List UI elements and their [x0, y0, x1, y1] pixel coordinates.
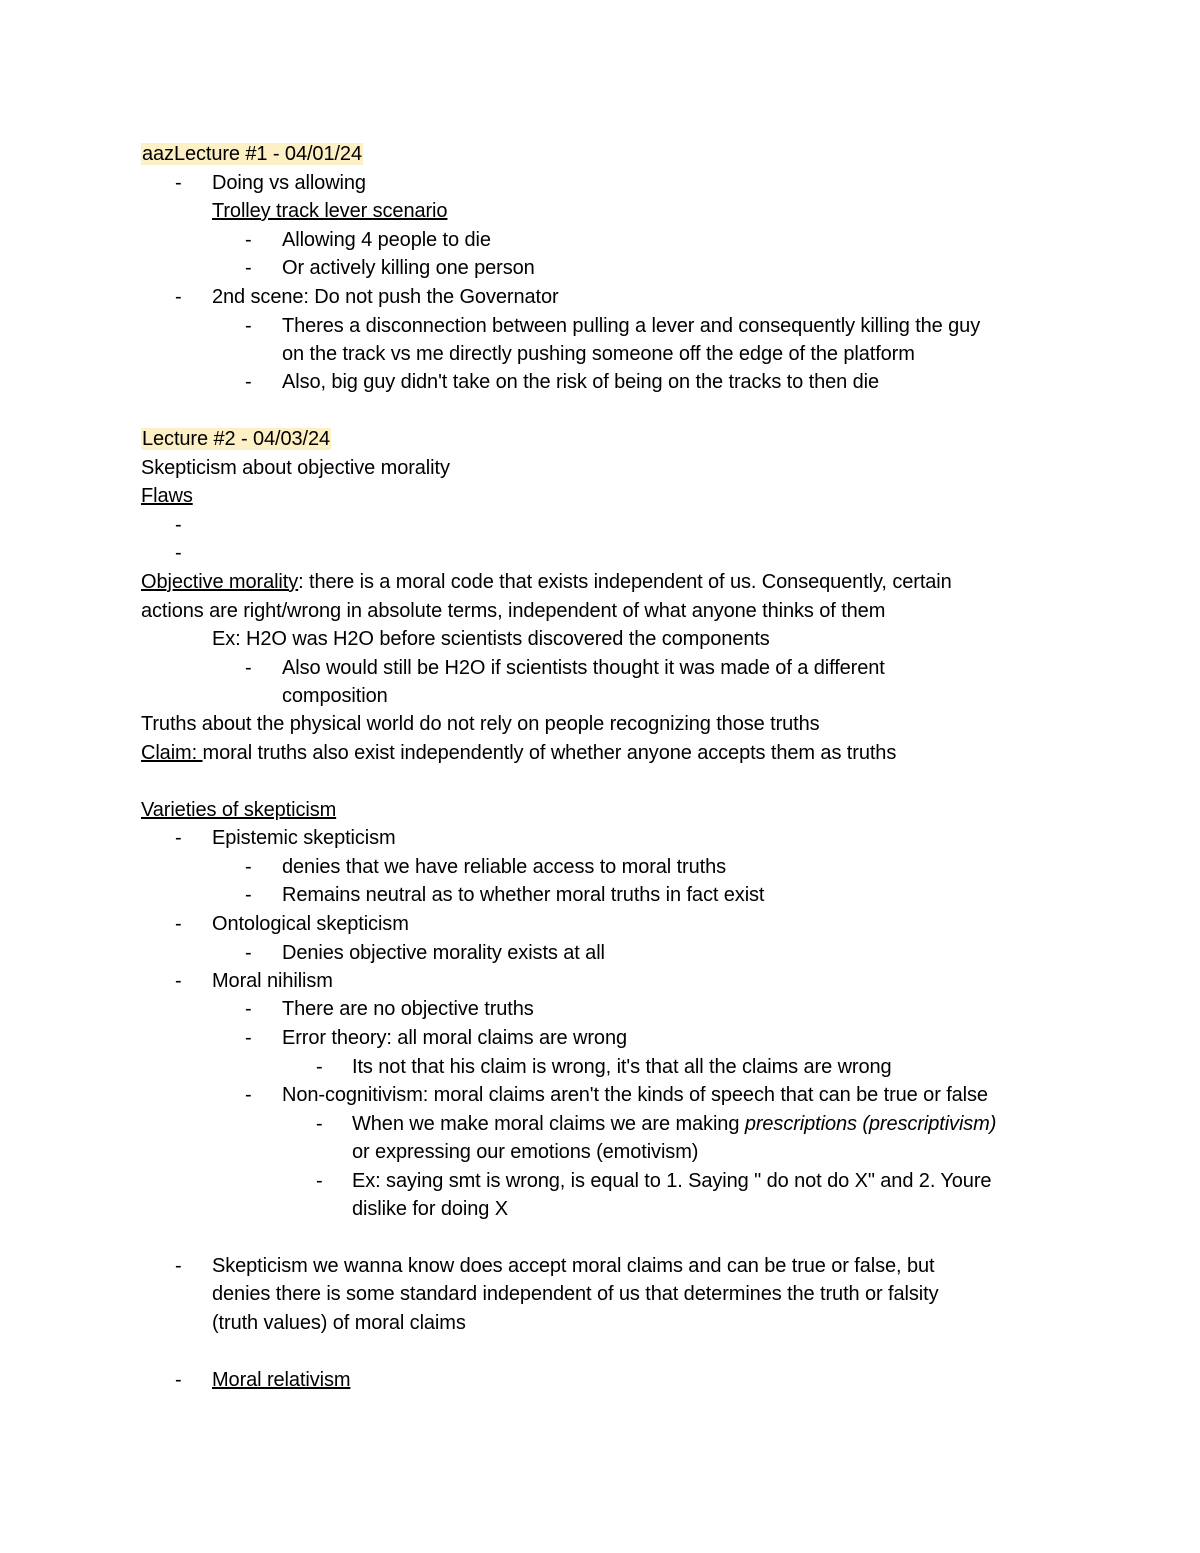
list-item: Remains neutral as to whether moral truths in fact exist: [282, 884, 765, 906]
list-item: Ex: saying smt is wrong, is equal to 1. Saying " do not do X" and 2. Youre: [352, 1170, 992, 1192]
list-item: Moral nihilism: [212, 970, 333, 992]
bullet: -: [245, 1027, 252, 1049]
objective-morality-term: Objective morality: [141, 571, 299, 593]
example-line: Ex: H2O was H2O before scientists discovered the components: [212, 628, 770, 650]
list-item: Doing vs allowing: [212, 172, 366, 194]
bullet: -: [175, 286, 182, 308]
list-item: Its not that his claim is wrong, it's that all the claims are wrong: [352, 1056, 892, 1078]
objective-morality-definition: [141, 568, 952, 596]
bullet: -: [245, 657, 252, 679]
bullet: -: [316, 1113, 323, 1135]
bullet: -: [245, 371, 252, 393]
list-item: Theres a disconnection between pulling a lever and consequently killing the guy: [282, 315, 981, 337]
list-item-continuation: composition: [282, 685, 388, 707]
list-item: Skepticism we wanna know does accept moral claims and can be true or false, but: [212, 1255, 935, 1277]
subheading: Trolley track lever scenario: [212, 200, 448, 222]
bullet: -: [175, 172, 182, 194]
lecture-1-heading-text: aazLecture #1 - 04/01/24: [142, 143, 362, 165]
bullet: -: [245, 257, 252, 279]
list-item: Denies objective morality exists at all: [282, 942, 605, 964]
flaws-heading: Flaws: [141, 485, 193, 507]
list-item: 2nd scene: Do not push the Governator: [212, 286, 559, 308]
bullet: -: [175, 1255, 182, 1277]
paragraph-line: Truths about the physical world do not rely on people recognizing those truths: [141, 713, 820, 735]
bullet: -: [245, 229, 252, 251]
list-item-italic-text: prescriptions (prescriptivism): [744, 1113, 997, 1135]
list-item: Non-cognitivism: moral claims aren't the kinds of speech that can be true or false: [282, 1084, 988, 1106]
paragraph-line: actions are right/wrong in absolute terms, independent of what anyone thinks of them: [141, 600, 886, 622]
list-item: Error theory: all moral claims are wrong: [282, 1027, 627, 1049]
list-item: There are no objective truths: [282, 998, 534, 1020]
list-item-text: When we make moral claims we are making: [352, 1113, 745, 1135]
objective-morality-text: : there is a moral code that exists independent of us. Consequently, certain: [298, 571, 952, 593]
bullet: -: [175, 970, 182, 992]
claim-text: moral truths also exist independently of whether anyone accepts them as truths: [202, 742, 897, 764]
claim-term: Claim:: [141, 742, 203, 764]
bullet: -: [245, 1084, 252, 1106]
list-item: Ontological skepticism: [212, 913, 409, 935]
bullet: -: [245, 884, 252, 906]
varieties-heading: Varieties of skepticism: [141, 799, 337, 821]
topic-line: Skepticism about objective morality: [141, 457, 450, 479]
bullet: -: [245, 998, 252, 1020]
moral-relativism-heading: Moral relativism: [212, 1369, 351, 1391]
claim-line: [141, 739, 896, 767]
list-item-continuation: or expressing our emotions (emotivism): [352, 1141, 699, 1163]
list-item-continuation: denies there is some standard independent of us that determines the truth or falsity: [212, 1283, 939, 1305]
list-item-continuation: dislike for doing X: [352, 1198, 508, 1220]
list-item-continuation: on the track vs me directly pushing someone off the edge of the platform: [282, 343, 915, 365]
bullet: -: [175, 1369, 182, 1391]
lecture-2-heading: [141, 425, 331, 453]
list-item: Epistemic skepticism: [212, 827, 396, 849]
bullet: -: [316, 1056, 323, 1078]
bullet: -: [175, 913, 182, 935]
list-item: Allowing 4 people to die: [282, 229, 491, 251]
list-item: denies that we have reliable access to moral truths: [282, 856, 727, 878]
bullet: -: [175, 514, 182, 536]
bullet: -: [175, 542, 182, 564]
lecture-2-heading-text: Lecture #2 - 04/03/24: [142, 428, 331, 450]
bullet: -: [245, 856, 252, 878]
list-item-continuation: (truth values) of moral claims: [212, 1312, 466, 1334]
bullet: -: [175, 827, 182, 849]
lecture-1-heading: [141, 140, 363, 168]
list-item: Or actively killing one person: [282, 257, 535, 279]
list-item: Also, big guy didn't take on the risk of being on the tracks to then die: [282, 371, 879, 393]
bullet: -: [245, 315, 252, 337]
bullet: -: [316, 1170, 323, 1192]
bullet: -: [245, 942, 252, 964]
list-item: Also would still be H2O if scientists thought it was made of a different: [282, 657, 885, 679]
list-item: [352, 1110, 996, 1138]
